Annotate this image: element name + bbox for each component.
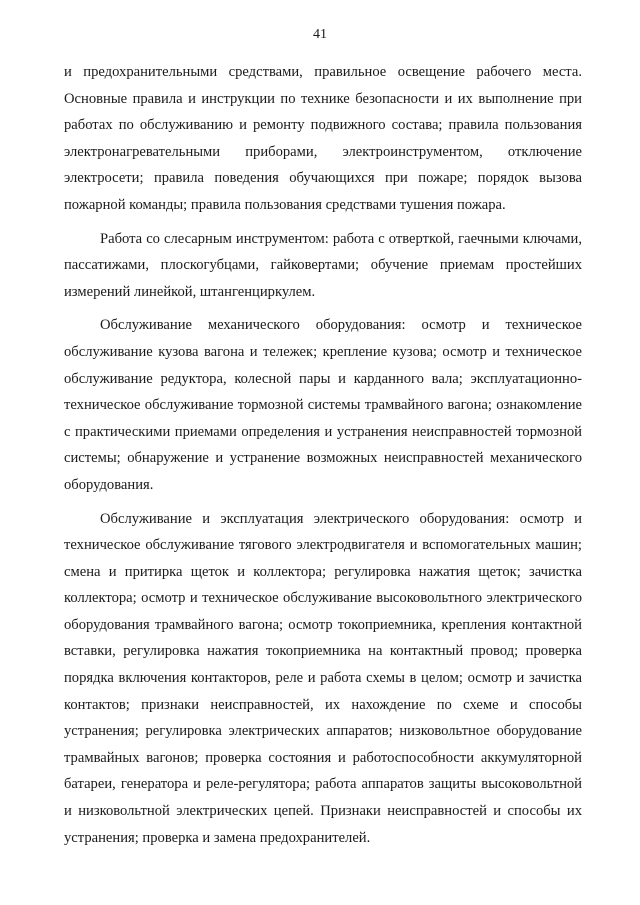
paragraph-electrical-equipment: Обслуживание и эксплуатация электрического оборудования: осмотр и техническое обслуживание тягового электродвигателя и вспомогательных машин; смена и притирка щеток и коллектора; регулировка нажатия щеток; зачистка коллектора; осмотр и техническое обслуживание высоковольтного электрического оборудования трамвайного вагона; осмотр токоприемника, крепления контактной вставки, регулировка нажатия токоприемника на контактный провод; проверка порядка включения контакторов, реле и работа схемы в целом; осмотр и зачистка контактов; признаки неисправностей, их нахождение по схеме и способы устранения; регулировка электрических аппаратов; низковольтное оборудование трамвайных вагонов; проверка состояния и работоспособности аккумуляторной батареи, генератора и реле-регулятора; работа аппаратов защиты высоковольтной и низковольтной электрических цепей. Признаки неисправностей и способы их устранения; проверка и замена предохранителей.: [64, 510, 582, 846]
paragraph-locksmith-tools: Работа со слесарным инструментом: работа с отверткой, гаечными ключами, пассатижами, плоскогубцами, гайковертами; обучение приемам простейших измерений линейкой, штангенциркулем.: [64, 230, 582, 300]
paragraph-safety-rules: и предохранительными средствами, правильное освещение рабочего места. Основные правила и инструкции по технике безопасности и их выполнение при работах по обслуживанию и ремонту подвижного состава; правила пользования электронагревательными приборами, электроинструментом, отключение электросети; правила поведения обучающихся при пожаре; порядок вызова пожарной команды; правила пользования средствами тушения пожара.: [64, 64, 582, 213]
paragraph-mechanical-equipment: Обслуживание механического оборудования: осмотр и техническое обслуживание кузова вагона и тележек; крепление кузова; осмотр и техническое обслуживание редуктора, колесной пары и карданного вала; эксплуатационно-техническое обслуживание тормозной системы трамвайного вагона; ознакомление с практическими приемами определения и устранения неисправностей тормозной системы; обнаружение и устранение возможных неисправностей механического оборудования.: [64, 317, 582, 493]
document-body: [64, 59, 582, 851]
page-number: 41: [313, 27, 327, 42]
